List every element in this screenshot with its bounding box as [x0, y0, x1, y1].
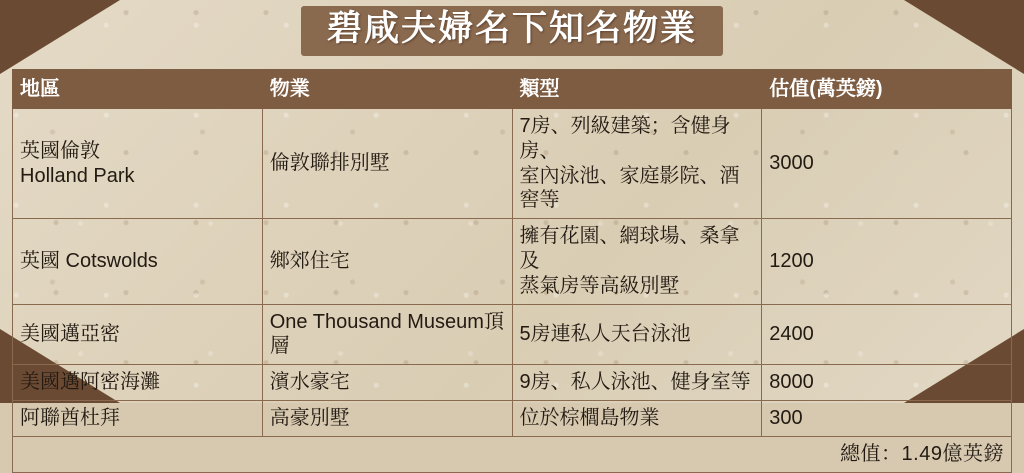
- column-header-type: 類型: [512, 70, 762, 109]
- column-header-region: 地區: [13, 70, 263, 109]
- type-line-1: 擁有花園、網球場、桑拿及: [519, 225, 740, 272]
- column-header-property: 物業: [262, 70, 512, 109]
- table-row: [13, 219, 1012, 304]
- cell-value: 300: [762, 400, 1012, 436]
- cell-type: 5房連私人天台泳池: [512, 304, 762, 365]
- cell-region: 美國邁阿密海灘: [13, 365, 263, 401]
- cell-region: 阿聯酋杜拜: [13, 400, 263, 436]
- table-total-row: [13, 436, 1012, 472]
- total-value-label: 總值：1.49億英鎊: [13, 436, 1012, 472]
- cell-property: 高豪別墅: [262, 400, 512, 436]
- table-row: [13, 365, 1012, 401]
- region-line-1: 英國 Cotswolds: [20, 249, 158, 272]
- cell-type: [512, 219, 762, 304]
- cell-region: [13, 109, 263, 219]
- cell-value: 8000: [762, 365, 1012, 401]
- title-bar: [0, 0, 1024, 62]
- cell-property: One Thousand Museum頂層: [262, 304, 512, 365]
- table-header: [13, 70, 1012, 109]
- table-row: [13, 109, 1012, 219]
- cell-region: [13, 219, 263, 304]
- region-line-1: 英國倫敦: [20, 139, 100, 162]
- table-container: [0, 62, 1024, 473]
- type-line-2: 蒸氣房等高級別墅: [519, 274, 680, 297]
- column-header-value: 估值(萬英鎊): [762, 70, 1012, 109]
- page-title: 碧咸夫婦名下知名物業: [301, 6, 723, 56]
- cell-type: 位於棕櫚島物業: [512, 400, 762, 436]
- cell-type: [512, 109, 762, 219]
- cell-value: 2400: [762, 304, 1012, 365]
- table-header-row: [13, 70, 1012, 109]
- properties-table: [12, 69, 1012, 473]
- table-body: [13, 109, 1012, 473]
- region-line-2: Holland Park: [20, 164, 135, 187]
- type-line-1: 7房、列級建築；含健身房、: [519, 115, 731, 162]
- cell-property: 濱水豪宅: [262, 365, 512, 401]
- table-row: [13, 304, 1012, 365]
- cell-property: 鄉郊住宅: [262, 219, 512, 304]
- type-line-2: 室內泳池、家庭影院、酒窖等: [519, 164, 740, 212]
- cell-type: 9房、私人泳池、健身室等: [512, 365, 762, 401]
- table-row: [13, 400, 1012, 436]
- cell-value: 1200: [762, 219, 1012, 304]
- cell-value: 3000: [762, 109, 1012, 219]
- cell-region: 美國邁亞密: [13, 304, 263, 365]
- cell-property: 倫敦聯排別墅: [262, 109, 512, 219]
